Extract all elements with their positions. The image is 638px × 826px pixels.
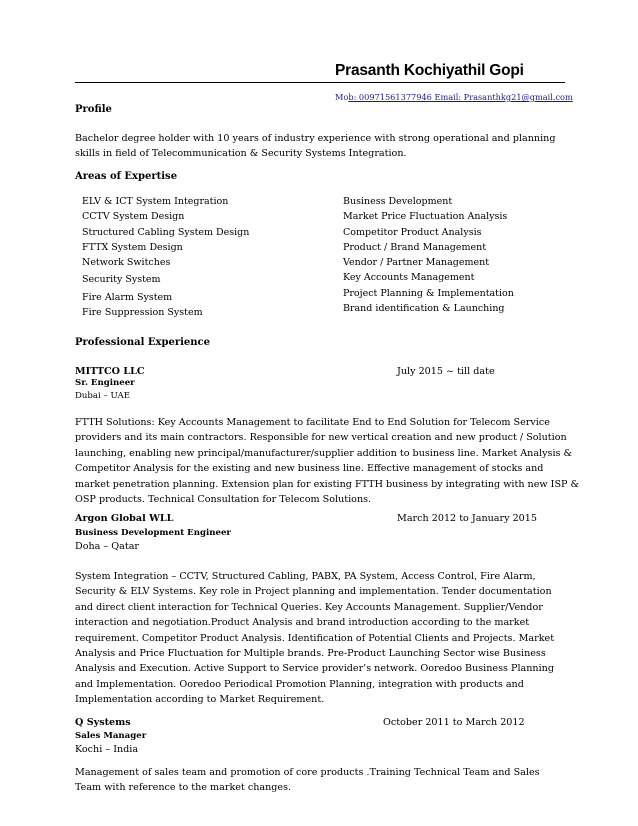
expertise-item: CCTV System Design (82, 211, 185, 223)
job-title: Sales Manager (75, 731, 147, 741)
job-company: Q Systems (75, 717, 131, 728)
job-location: Kochi – India (75, 744, 139, 755)
expertise-list-right (343, 194, 514, 316)
expertise-item: Fire Suppression System (82, 307, 203, 319)
job-dates: July 2015 ~ till date (397, 366, 495, 377)
job-dates: March 2012 to January 2015 (397, 513, 537, 524)
job-company: MITTCO LLC (75, 366, 145, 377)
expertise-item: Market Price Fluctuation Analysis (343, 211, 508, 223)
expertise-item: Structured Cabling System Design (82, 226, 250, 238)
job-description: System Integration – CCTV, Structured Cabling, PABX, PA System, Access Control, Fire Alarm, Security & ELV Systems. Key role in Project planning and implementation. Tender documentation and direct client interaction for Technical Queries. Key Accounts Management. Supplier/Vendor interaction and negotiation.Product Analysis and brand introduction according to the market requirement. Competitor Product Analysis. Identification of Potential Clients and Projects. Market Analysis and Price Fluctuation for Multiple brands. Pre-Product Launching Sector wise Business Analysis and Execution. Active Support to Service provider’s network. Ooredoo Business Planning and Implementation. Ooredoo Periodical Promotion Planning, integration with products and Implementation according to Market Requirement. (75, 571, 555, 706)
expertise-item: ELV & ICT System Integration (82, 196, 229, 207)
expertise-item: Fire Alarm System (82, 291, 173, 303)
expertise-item: Product / Brand Management (343, 241, 487, 253)
expertise-item: Vendor / Partner Management (343, 257, 490, 269)
expertise-item: Network Switches (82, 257, 171, 269)
job-location: Doha – Qatar (75, 541, 140, 552)
candidate-name: Prasanth Kochiyathil Gopi (335, 62, 524, 79)
contact-line (335, 92, 573, 102)
job-title: Sr. Engineer (75, 378, 135, 388)
expertise-item: Project Planning & Implementation (343, 287, 514, 299)
job-company: Argon Global WLL (75, 513, 174, 524)
expertise-item: FTTX System Design (82, 241, 183, 253)
expertise-item: Brand identification & Launching (343, 303, 505, 315)
header-divider (75, 82, 565, 83)
expertise-item: Business Development (343, 196, 453, 207)
expertise-list-left (82, 194, 249, 320)
job-description: Management of sales team and promotion of core products .Training Technical Team and Sales Team with reference to the market changes. (75, 767, 540, 794)
contact-prefix: Mo (335, 92, 349, 102)
job-dates: October 2011 to March 2012 (383, 717, 525, 728)
expertise-item: Key Accounts Management (343, 272, 475, 284)
expertise-item: Competitor Product Analysis (343, 226, 482, 238)
contact-link[interactable]: b: 00971561377946 Email: Prasanthkg21@gmail.com (348, 92, 573, 102)
profile-heading: Profile (75, 104, 112, 115)
experience-heading: Professional Experience (75, 337, 210, 348)
profile-text: Bachelor degree holder with 10 years of industry experience with strong operational and planning skills in field of Telecommunication & Security Systems Integration. (75, 133, 556, 160)
job-location: Dubai – UAE (75, 391, 131, 401)
expertise-item: Security System (82, 274, 161, 286)
job-title: Business Development Engineer (75, 528, 231, 538)
job-description: FTTH Solutions: Key Accounts Management to facilitate End to End Solution for Telecom Service providers and its main contractors. Responsible for new vertical creation and new product / Solution launching, enabling new principal/manufacturer/supplier addition to business line. Market Analysis & Competitor Analysis for the existing and new business line. Effective management of stocks and market penetration planning. Extension plan for existing FTTH business by integrating with new ISP & OSP products. Technical Consultation for Telecom Solutions. (75, 417, 580, 506)
expertise-heading: Areas of Expertise (75, 171, 178, 182)
